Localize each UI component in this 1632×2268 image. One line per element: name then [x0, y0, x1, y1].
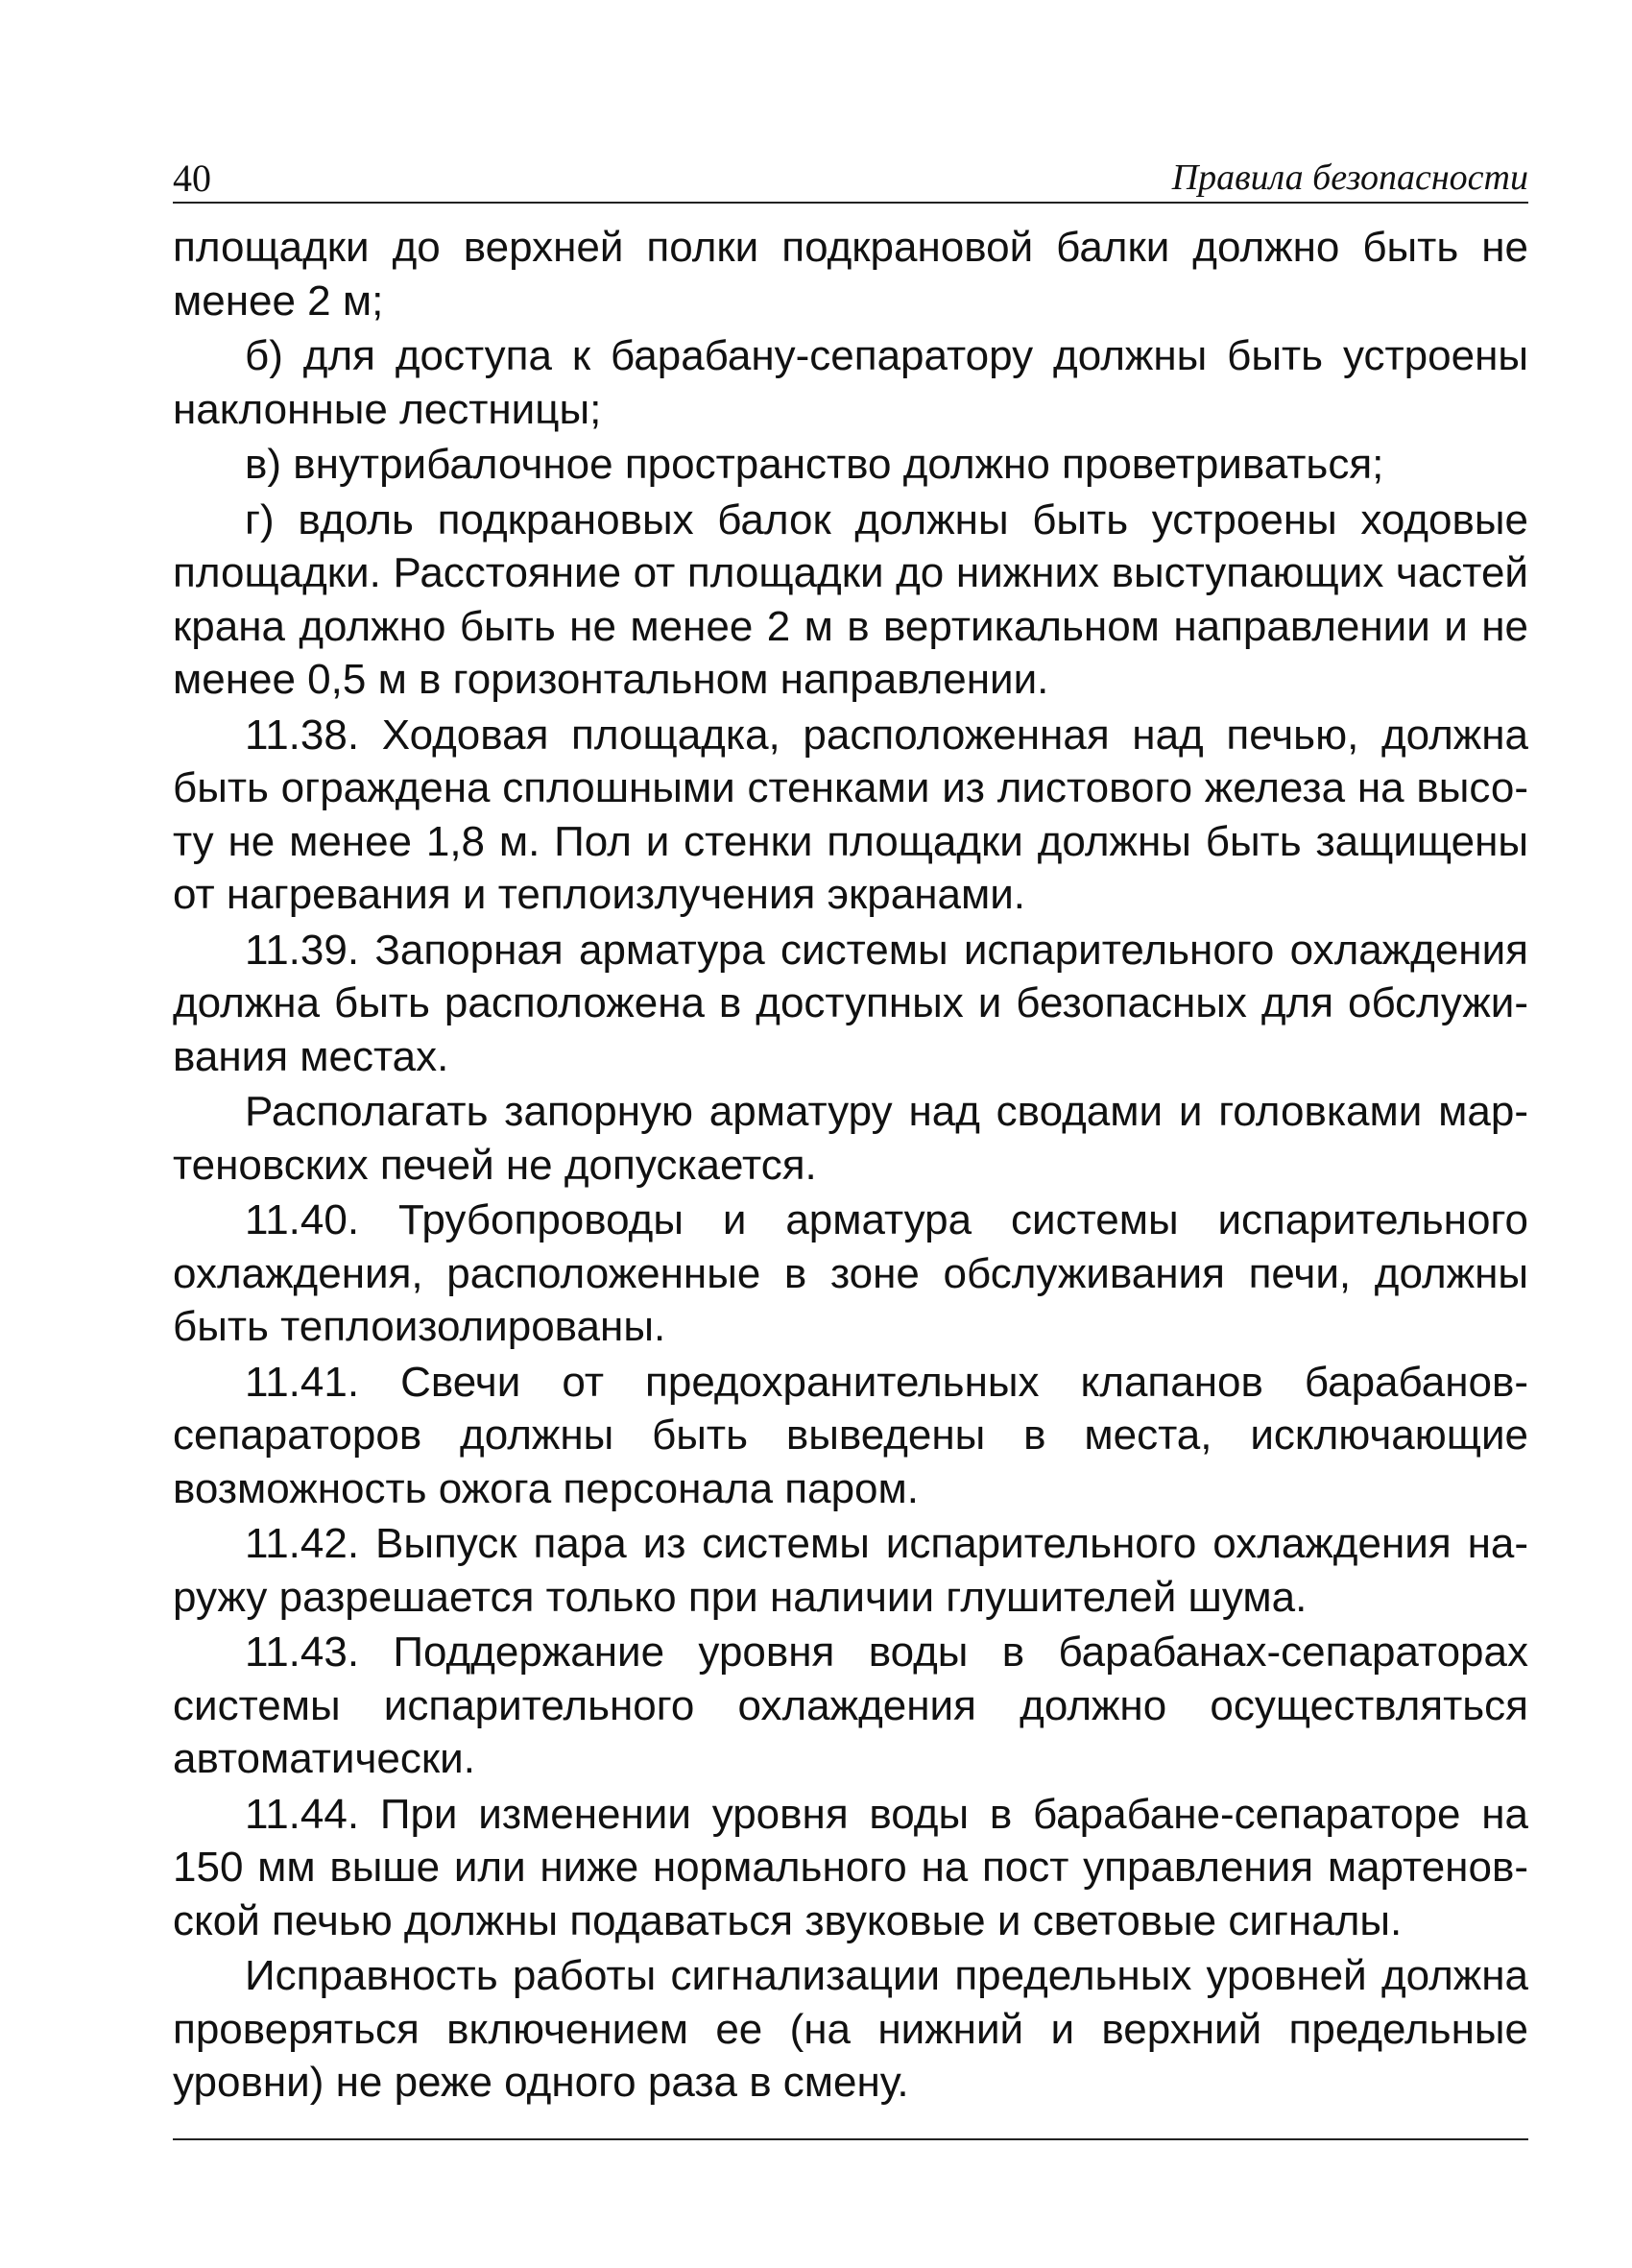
running-header: [173, 144, 1528, 204]
paragraph-11-44-note: Исправность работы сигнализации предельных уровней должна проверяться включением ее (на нижний и верхний предельные уровни) не реже одного раза в смену.: [173, 1952, 1528, 2106]
document-page: [173, 144, 1528, 2140]
paragraph-11-39-note: Располагать запорную арматуру над сводами и головками мартеновских печей не допускается.: [173, 1088, 1528, 1189]
paragraph-11-42: 11.42. Выпуск пара из системы испарительного охлаждения наружу разрешается только при наличии глушителей шума.: [173, 1520, 1528, 1621]
paragraph-continuation: площадки до верхней полки подкрановой балки должно быть не менее 2 м;: [173, 224, 1528, 325]
bottom-divider: [173, 2138, 1528, 2140]
paragraph-11-41: 11.41. Свечи от предохранительных клапанов барабанов-сепараторов должны быть выведены в места, исключающие возможность ожога персонала паром.: [173, 1358, 1528, 1512]
paragraph-item-v: в) внутрибалочное пространство должно проветриваться;: [245, 441, 1384, 488]
paragraph-item-b: б) для доступа к барабану-сепаратору должны быть устроены наклонные лестницы;: [173, 332, 1528, 433]
paragraph-11-38: 11.38. Ходовая площадка, расположенная над печью, должна быть ограждена сплошными стенками из листового железа на высоту не менее 1,8 м. Пол и стенки площадки должны быть защищены от нагревания и теплоизлучения экранами.: [173, 711, 1528, 918]
paragraph-11-43: 11.43. Поддержание уровня воды в барабанах-сепараторах системы испарительного охлаждения должно осуществляться автоматически.: [173, 1629, 1528, 1782]
paragraph-item-g: г) вдоль подкрановых балок должны быть устроены ходовые площадки. Расстояние от площадки до нижних выступающих частей крана должно быть не менее 2 м в вертикальном направлении и не менее 0,5 м в горизонтальном направлении.: [173, 495, 1528, 703]
body-text: [173, 221, 1528, 2110]
page-number: 40: [173, 157, 211, 200]
running-title: Правила безопасности: [1171, 157, 1528, 198]
paragraph-11-44: 11.44. При изменении уровня воды в барабане-сепараторе на 150 мм выше или ниже нормального на пост управления мартеновской печью должны подаваться звуковые и световые сигналы.: [173, 1790, 1528, 1944]
paragraph-11-40: 11.40. Трубопроводы и арматура системы испарительного охлаждения, расположенные в зоне обслуживания печи, должны быть теплоизолированы.: [173, 1196, 1528, 1350]
paragraph-11-39: 11.39. Запорная арматура системы испарительного охлаждения должна быть расположена в доступных и безопасных для обслуживания местах.: [173, 926, 1528, 1080]
